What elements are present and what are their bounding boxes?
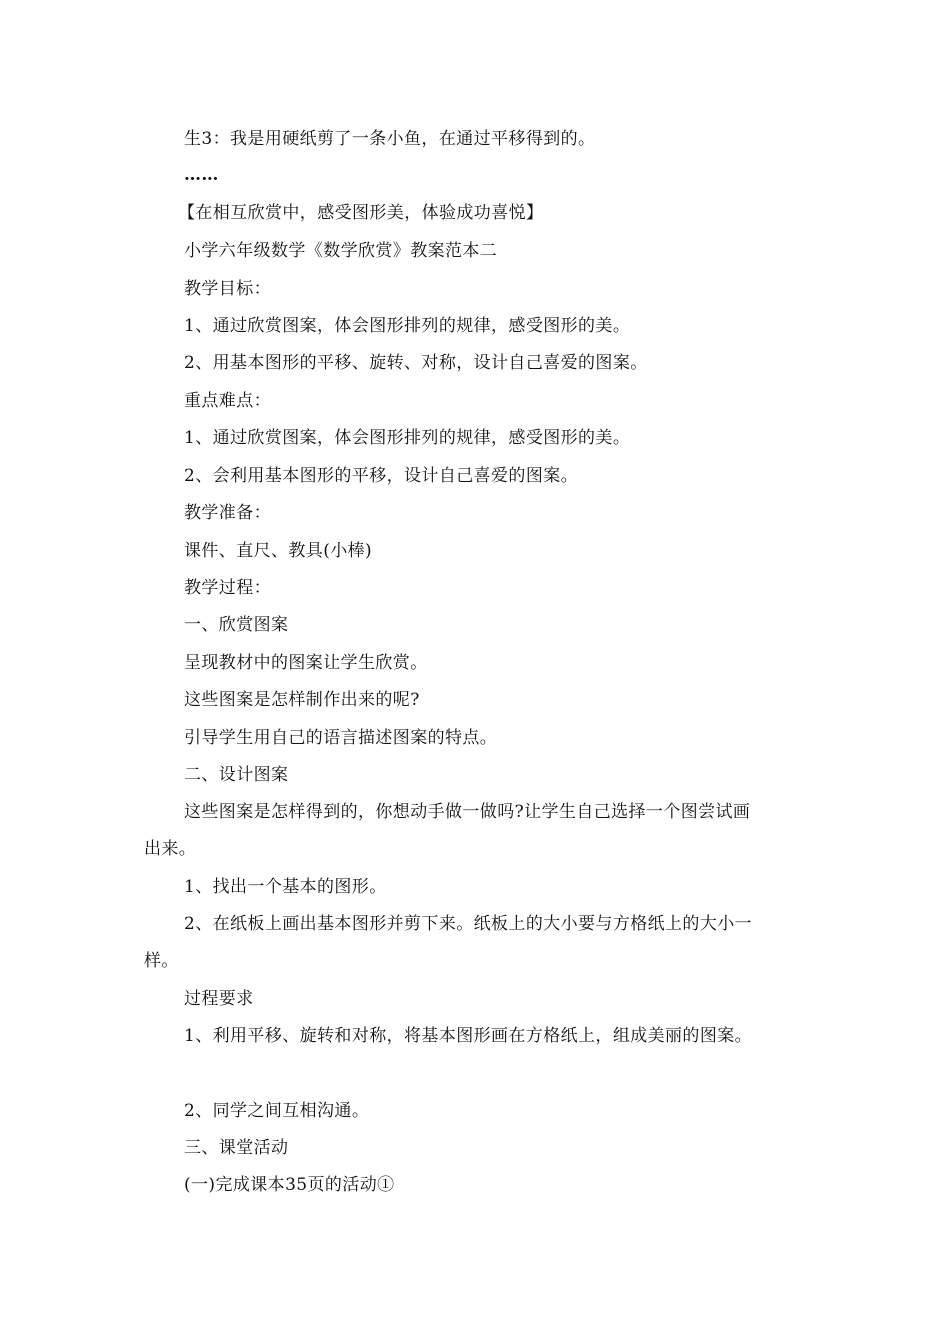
heading-preparation: 教学准备：	[184, 503, 271, 523]
text-line-continued: 出来。	[144, 839, 197, 859]
subheading: 一、欣赏图案	[184, 615, 289, 635]
text-line: 2、会利用基本图形的平移，设计自己喜爱的图案。	[184, 466, 579, 486]
subheading: 三、课堂活动	[184, 1138, 289, 1158]
text-line: 呈现教材中的图案让学生欣赏。	[184, 653, 428, 673]
heading-key-points: 重点难点：	[184, 391, 271, 411]
text-line: (一)完成课本35页的活动①	[184, 1175, 395, 1195]
bracket-note: 【在相互欣赏中，感受图形美，体验成功喜悦】	[178, 203, 544, 223]
text-line: 2、同学之间互相沟通。	[184, 1101, 370, 1121]
text-line: 生3：我是用硬纸剪了一条小鱼，在通过平移得到的。	[184, 129, 596, 149]
text-line: 1、通过欣赏图案，体会图形排列的规律，感受图形的美。	[184, 428, 631, 448]
ellipsis-line: ……	[184, 165, 219, 185]
text-line: 课件、直尺、教具(小棒)	[184, 541, 373, 561]
subheading: 过程要求	[184, 989, 254, 1009]
text-line: 2、用基本图形的平移、旋转、对称，设计自己喜爱的图案。	[184, 353, 648, 373]
heading-teaching-goals: 教学目标：	[184, 279, 271, 299]
text-line: 引导学生用自己的语言描述图案的特点。	[184, 728, 498, 748]
section-title: 小学六年级数学《数学欣赏》教案范本二	[184, 241, 498, 261]
subheading: 二、设计图案	[184, 765, 289, 785]
text-line: 1、通过欣赏图案，体会图形排列的规律，感受图形的美。	[184, 316, 631, 336]
text-line-continued: 样。	[144, 951, 179, 971]
text-line: 2、在纸板上画出基本图形并剪下来。纸板上的大小要与方格纸上的大小一	[184, 914, 753, 934]
text-line: 这些图案是怎样制作出来的呢?	[184, 690, 420, 710]
text-line: 1、利用平移、旋转和对称，将基本图形画在方格纸上，组成美丽的图案。	[184, 1026, 753, 1046]
text-line: 1、找出一个基本的图形。	[184, 877, 387, 897]
text-line: 这些图案是怎样得到的，你想动手做一做吗?让学生自己选择一个图尝试画	[184, 802, 751, 822]
heading-process: 教学过程：	[184, 578, 271, 598]
